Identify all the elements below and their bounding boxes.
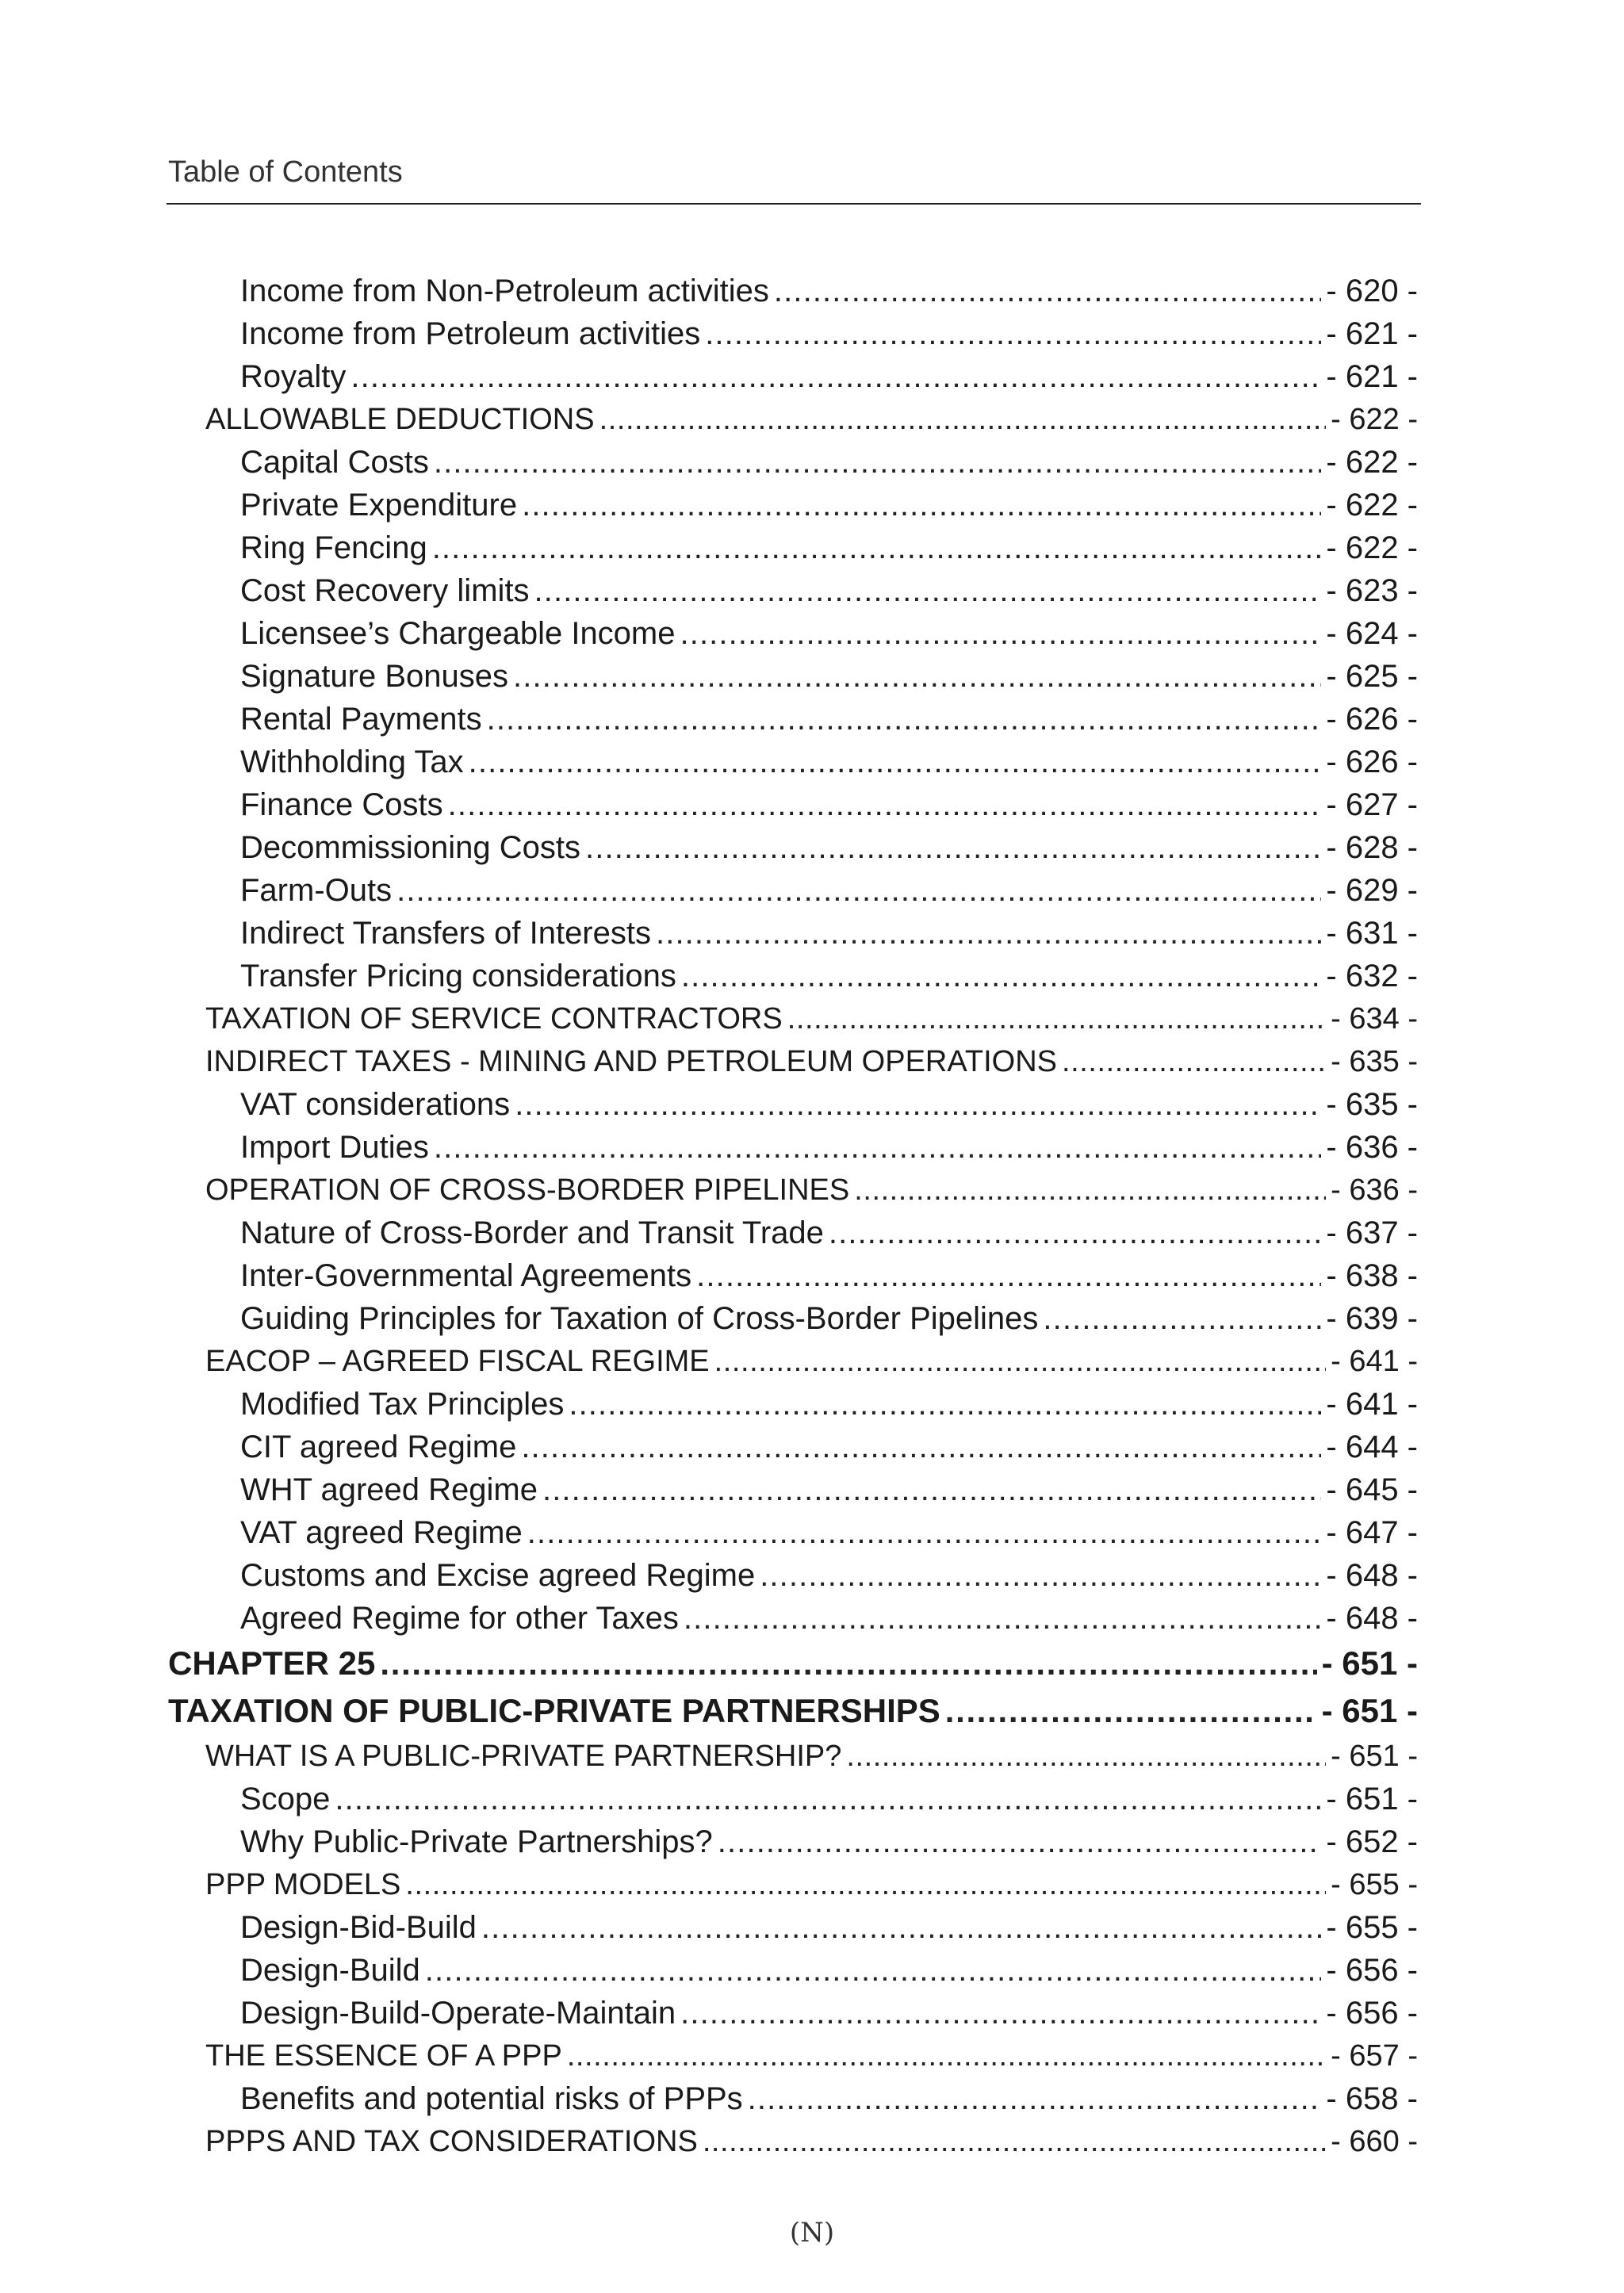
dot-leader [703,2120,1326,2163]
toc-entry-page: - 621 - [1326,359,1418,394]
toc-entry-page: - 639 - [1326,1301,1418,1336]
dot-leader [696,1254,1321,1297]
toc-entry-title: Finance Costs [240,787,443,822]
toc-entry-title: WHT agreed Regime [240,1472,538,1507]
dot-leader [432,526,1322,569]
dot-leader [521,1426,1321,1468]
dot-leader [748,2077,1322,2120]
toc-entry-title: INDIRECT TAXES - MINING AND PETROLEUM OPERATIONS [205,1045,1058,1078]
dot-leader [774,270,1321,312]
toc-entry-page: - 651 - [1331,1740,1418,1773]
dot-leader [567,2035,1326,2077]
dot-leader [396,869,1321,912]
dot-leader [1043,1297,1321,1340]
toc-entry-page: - 651 - [1321,1692,1418,1729]
dot-leader [513,655,1321,698]
toc-subsection-entry[interactable] [168,612,1418,655]
toc-subsection-entry[interactable] [168,741,1418,783]
toc-entry-title: Indirect Transfers of Interests [240,916,651,951]
dot-leader [542,1468,1321,1511]
toc-section-entry[interactable] [168,1169,1418,1212]
toc-subsection-entry[interactable] [168,1554,1418,1597]
toc-entry-page: - 625 - [1326,659,1418,694]
toc-entry-page: - 631 - [1326,916,1418,951]
table-of-contents [168,270,1418,2163]
dot-leader [487,698,1322,741]
toc-entry-page: - 629 - [1326,873,1418,908]
toc-entry-title: Import Duties [240,1130,429,1165]
toc-entry-title: VAT considerations [240,1087,511,1122]
dot-leader [656,912,1321,955]
toc-entry-page: - 634 - [1331,1002,1418,1035]
toc-subsection-entry[interactable] [168,484,1418,526]
dot-leader [945,1687,1317,1735]
toc-entry-title: OPERATION OF CROSS-BORDER PIPELINES [205,1173,850,1207]
toc-entry-page: - 623 - [1326,573,1418,608]
toc-subsection-entry[interactable] [168,1468,1418,1511]
toc-subsection-entry[interactable] [168,1254,1418,1297]
toc-entry-title: Licensee’s Chargeable Income [240,616,676,651]
toc-entry-page: - 637 - [1326,1215,1418,1250]
toc-subsection-entry[interactable] [168,1426,1418,1468]
toc-entry-page: - 657 - [1331,2039,1418,2073]
toc-entry-page: - 620 - [1326,274,1418,308]
toc-entry-title: PPP MODELS [205,1868,401,1901]
dot-leader [684,1597,1322,1640]
toc-entry-title: Cost Recovery limits [240,573,530,608]
toc-entry-page: - 647 - [1326,1515,1418,1550]
toc-entry-page: - 622 - [1326,445,1418,480]
toc-entry-page: - 648 - [1326,1558,1418,1593]
toc-entry-title: EACOP – AGREED FISCAL REGIME [205,1345,710,1378]
toc-subsection-entry[interactable] [168,2077,1418,2120]
toc-subsection-entry[interactable] [168,783,1418,826]
toc-entry-page: - 624 - [1326,616,1418,651]
dot-leader [599,398,1327,441]
toc-subsection-entry[interactable] [168,1992,1418,2035]
toc-entry-page: - 652 - [1326,1824,1418,1859]
toc-entry-page: - 638 - [1326,1258,1418,1293]
toc-subsection-entry[interactable] [168,1297,1418,1340]
toc-entry-title: Withholding Tax [240,745,464,779]
toc-subsection-entry[interactable] [168,1212,1418,1254]
toc-entry-title: CIT agreed Regime [240,1430,517,1464]
toc-subsection-entry[interactable] [168,312,1418,355]
toc-entry-title: Income from Non-Petroleum activities [240,274,769,308]
dot-leader [534,569,1322,612]
toc-entry-title: Transfer Pricing considerations [240,959,676,993]
toc-entry-page: - 658 - [1326,2081,1418,2116]
toc-entry-title: Income from Petroleum activities [240,316,701,351]
dot-leader [846,1735,1326,1778]
toc-section-entry[interactable] [168,2120,1418,2163]
toc-entry-page: - 632 - [1326,959,1418,993]
toc-entry-page: - 660 - [1331,2125,1418,2158]
toc-entry-page: - 635 - [1326,1087,1418,1122]
toc-entry-title: Inter-Governmental Agreements [240,1258,692,1293]
toc-entry-page: - 626 - [1326,702,1418,737]
toc-entry-page: - 628 - [1326,830,1418,865]
toc-entry-page: - 641 - [1326,1387,1418,1422]
dot-leader [434,1126,1322,1169]
dot-leader [681,955,1322,997]
toc-entry-title: TAXATION OF PUBLIC-PRIVATE PARTNERSHIPS [168,1692,940,1729]
dot-leader [481,1906,1321,1949]
toc-entry-title: Customs and Excise agreed Regime [240,1558,756,1593]
toc-subsection-entry[interactable] [168,1383,1418,1426]
toc-chapter-entry[interactable] [168,1640,1418,1687]
toc-entry-title: WHAT IS A PUBLIC-PRIVATE PARTNERSHIP? [205,1740,842,1773]
toc-subsection-entry[interactable] [168,955,1418,997]
toc-subsection-entry[interactable] [168,698,1418,741]
toc-entry-title: Scope [240,1782,331,1816]
toc-entry-title: Agreed Regime for other Taxes [240,1601,679,1636]
toc-subsection-entry[interactable] [168,1126,1418,1169]
toc-entry-title: THE ESSENCE OF A PPP [205,2039,562,2073]
dot-leader [425,1949,1322,1992]
dot-leader [515,1083,1321,1126]
toc-entry-title: Decommissioning Costs [240,830,581,865]
toc-entry-page: - 626 - [1326,745,1418,779]
toc-entry-page: - 636 - [1331,1173,1418,1207]
toc-subsection-entry[interactable] [168,1083,1418,1126]
toc-entry-page: - 655 - [1331,1868,1418,1901]
toc-subsection-entry[interactable] [168,826,1418,869]
dot-leader [350,355,1321,398]
toc-entry-page: - 645 - [1326,1472,1418,1507]
toc-subsection-entry[interactable] [168,1511,1418,1554]
toc-entry-title: Why Public-Private Partnerships? [240,1824,713,1859]
dot-leader [760,1554,1321,1597]
toc-entry-title: Farm-Outs [240,873,393,908]
toc-section-entry[interactable] [168,1340,1418,1383]
dot-leader [469,741,1322,783]
toc-entry-title: ALLOWABLE DEDUCTIONS [205,403,595,436]
toc-entry-page: - 655 - [1326,1910,1418,1945]
toc-subsection-entry[interactable] [168,869,1418,912]
dot-leader [522,484,1321,526]
toc-entry-title: Capital Costs [240,445,429,480]
toc-entry-title: VAT agreed Regime [240,1515,523,1550]
toc-chapter-entry[interactable] [168,1687,1418,1735]
toc-section-entry[interactable] [168,398,1418,441]
toc-entry-title: Design-Build [240,1953,420,1988]
toc-entry-page: - 648 - [1326,1601,1418,1636]
toc-entry-title: Design-Build-Operate-Maintain [240,1996,676,2031]
toc-entry-page: - 656 - [1326,1996,1418,2031]
dot-leader [705,312,1321,355]
toc-entry-title: Rental Payments [240,702,482,737]
toc-entry-page: - 641 - [1331,1345,1418,1378]
dot-leader [854,1169,1326,1212]
page-number: (N) [789,2217,835,2249]
dot-leader [829,1212,1322,1254]
dot-leader [569,1383,1321,1426]
toc-entry-title: Royalty [240,359,347,394]
dot-leader [1062,1040,1326,1083]
toc-subsection-entry[interactable] [168,1820,1418,1863]
dot-leader [585,826,1321,869]
toc-entry-title: Benefits and potential risks of PPPs [240,2081,743,2116]
toc-entry-page: - 635 - [1331,1045,1418,1078]
dot-leader [527,1511,1322,1554]
dot-leader [718,1820,1322,1863]
toc-entry-page: - 656 - [1326,1953,1418,1988]
toc-section-entry[interactable] [168,1040,1418,1083]
dot-leader [787,997,1326,1040]
dot-leader [380,1640,1316,1687]
toc-entry-title: Nature of Cross-Border and Transit Trade [240,1215,824,1250]
toc-section-entry[interactable] [168,997,1418,1040]
toc-subsection-entry[interactable] [168,441,1418,484]
toc-subsection-entry[interactable] [168,355,1418,398]
toc-entry-title: PPPS AND TAX CONSIDERATIONS [205,2125,698,2158]
page-header-title: Table of Contents [168,155,403,189]
toc-entry-page: - 651 - [1326,1782,1418,1816]
header-rule [167,203,1421,205]
dot-leader [448,783,1322,826]
toc-entry-page: - 621 - [1326,316,1418,351]
toc-entry-page: - 644 - [1326,1430,1418,1464]
toc-subsection-entry[interactable] [168,1597,1418,1640]
dot-leader [714,1340,1327,1383]
toc-subsection-entry[interactable] [168,569,1418,612]
toc-entry-title: Guiding Principles for Taxation of Cross-Border Pipelines [240,1301,1039,1336]
toc-section-entry[interactable] [168,1735,1418,1778]
toc-subsection-entry[interactable] [168,1949,1418,1992]
toc-entry-title: CHAPTER 25 [168,1644,376,1682]
toc-section-entry[interactable] [168,1863,1418,1906]
toc-subsection-entry[interactable] [168,912,1418,955]
toc-entry-title: Signature Bonuses [240,659,509,694]
dot-leader [680,1992,1321,2035]
toc-entry-title: Ring Fencing [240,530,427,565]
toc-subsection-entry[interactable] [168,526,1418,569]
toc-subsection-entry[interactable] [168,270,1418,312]
toc-entry-page: - 627 - [1326,787,1418,822]
dot-leader [680,612,1322,655]
toc-entry-page: - 622 - [1331,403,1418,436]
toc-entry-page: - 636 - [1326,1130,1418,1165]
toc-subsection-entry[interactable] [168,655,1418,698]
toc-subsection-entry[interactable] [168,1906,1418,1949]
toc-entry-title: Design-Bid-Build [240,1910,477,1945]
toc-entry-title: TAXATION OF SERVICE CONTRACTORS [205,1002,783,1035]
toc-entry-title: Modified Tax Principles [240,1387,565,1422]
dot-leader [335,1778,1321,1820]
toc-entry-title: Private Expenditure [240,488,518,523]
toc-subsection-entry[interactable] [168,1778,1418,1820]
toc-section-entry[interactable] [168,2035,1418,2077]
dot-leader [405,1863,1326,1906]
toc-entry-page: - 651 - [1321,1644,1418,1682]
toc-entry-page: - 622 - [1326,488,1418,523]
dot-leader [434,441,1322,484]
toc-entry-page: - 622 - [1326,530,1418,565]
